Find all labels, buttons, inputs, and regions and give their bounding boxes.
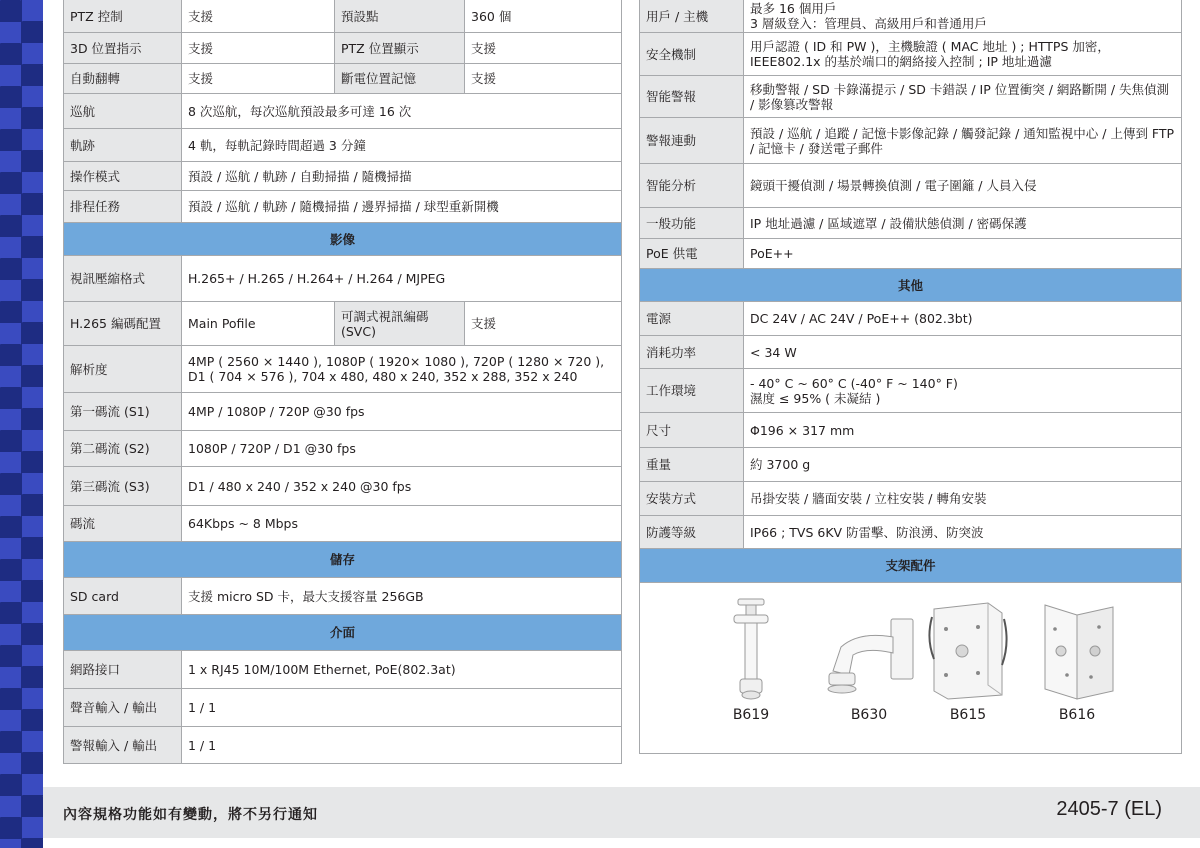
pendant-mount-icon xyxy=(726,597,776,703)
spec-value: 4MP ( 2560 × 1440 ), 1080P ( 1920× 1080 ), 720P ( 1280 × 720 ), D1 ( 704 × 576 ), 704 x 480, 480 x 240, 352 x 288, 352 x 240 xyxy=(182,346,622,393)
spec-value: 預設 / 巡航 / 軌跡 / 隨機掃描 / 邊界掃描 / 球型重新開機 xyxy=(182,191,622,223)
spec-value: - 40° C ~ 60° C (-40° F ~ 140° F) 濕度 ≤ 95% ( 未凝結 ) xyxy=(744,369,1182,413)
table-row xyxy=(640,208,1182,239)
spec-value: 預設 / 巡航 / 追蹤 / 記憶卡影像記錄 / 觸發記錄 / 通知監視中心 / 上傳到 FTP / 記憶卡 / 發送電子郵件 xyxy=(744,118,1182,164)
section-header: 介面 xyxy=(64,615,622,651)
table-row xyxy=(64,651,622,689)
table-row xyxy=(640,369,1182,413)
table-row xyxy=(64,33,622,64)
spec-value: H.265+ / H.265 / H.264+ / H.264 / MJPEG xyxy=(182,256,622,302)
spec-value: 最多 16 個用戶 3 層級登入：管理員、高級用戶和普通用戶 xyxy=(744,0,1182,33)
spec-value: Φ196 × 317 mm xyxy=(744,413,1182,448)
spec-value: 4 軌，每軌記錄時間超過 3 分鐘 xyxy=(182,129,622,162)
spec-label: PoE 供電 xyxy=(640,239,744,269)
footer-bar xyxy=(43,787,1200,838)
corner-mount-icon xyxy=(1037,597,1117,703)
spec-label: 電源 xyxy=(640,302,744,336)
spec-label: 解析度 xyxy=(64,346,182,393)
table-row xyxy=(64,615,622,651)
wall-mount-icon xyxy=(819,597,919,703)
spec-label: PTZ 控制 xyxy=(64,0,182,33)
table-row xyxy=(64,689,622,727)
section-header: 影像 xyxy=(64,223,622,256)
spec-label: 工作環境 xyxy=(640,369,744,413)
table-row xyxy=(64,542,622,578)
spec-label: 視訊壓縮格式 xyxy=(64,256,182,302)
section-header: 儲存 xyxy=(64,542,622,578)
table-row xyxy=(64,302,622,346)
spec-label: 用戶 / 主機 xyxy=(640,0,744,33)
decorative-side-strip xyxy=(0,0,43,848)
spec-label: 第一碼流 (S1) xyxy=(64,393,182,431)
spec-label: 第三碼流 (S3) xyxy=(64,467,182,506)
accessory-gallery xyxy=(640,583,1182,754)
spec-label: 消耗功率 xyxy=(640,336,744,369)
accessory-model: B615 xyxy=(949,707,987,723)
spec-value: 64Kbps ~ 8 Mbps xyxy=(182,506,622,542)
spec-value: 支援 xyxy=(465,302,622,346)
spec-value: 支援 xyxy=(182,0,335,33)
spec-label: 安裝方式 xyxy=(640,482,744,516)
spec-value: 鏡頭干擾偵測 / 場景轉換偵測 / 電子圍籬 / 人員入侵 xyxy=(744,164,1182,208)
spec-table-right xyxy=(639,0,1182,754)
spec-value: 移動警報 / SD 卡錄滿提示 / SD 卡錯誤 / IP 位置衝突 / 網路斷開 / 失焦偵測 / 影像篡改警報 xyxy=(744,76,1182,118)
spec-value: 1 x RJ45 10M/100M Ethernet, PoE(802.3at) xyxy=(182,651,622,689)
table-row xyxy=(64,578,622,615)
spec-value: 1 / 1 xyxy=(182,727,622,764)
spec-label: H.265 編碼配置 xyxy=(64,302,182,346)
spec-value: 支援 micro SD 卡，最大支援容量 256GB xyxy=(182,578,622,615)
table-row xyxy=(64,256,622,302)
spec-value: 4MP / 1080P / 720P @30 fps xyxy=(182,393,622,431)
spec-label: 巡航 xyxy=(64,94,182,129)
spec-label: 碼流 xyxy=(64,506,182,542)
table-row xyxy=(64,191,622,223)
spec-value: 預設 / 巡航 / 軌跡 / 自動掃描 / 隨機掃描 xyxy=(182,162,622,191)
spec-value: 1080P / 720P / D1 @30 fps xyxy=(182,431,622,467)
accessory-item xyxy=(1037,597,1117,724)
spec-label: 操作模式 xyxy=(64,162,182,191)
table-row xyxy=(640,239,1182,269)
table-row xyxy=(640,269,1182,302)
pole-mount-icon xyxy=(928,597,1008,703)
spec-value: 360 個 xyxy=(465,0,622,33)
spec-label: 第二碼流 (S2) xyxy=(64,431,182,467)
footer-notice: 內容規格功能如有變動，將不另行通知 xyxy=(63,807,318,823)
spec-label: 預設點 xyxy=(335,0,465,33)
spec-label: 智能分析 xyxy=(640,164,744,208)
spec-label: 尺寸 xyxy=(640,413,744,448)
spec-value: IP66 ; TVS 6KV 防雷擊、防浪湧、防突波 xyxy=(744,516,1182,549)
table-row xyxy=(640,33,1182,76)
table-row xyxy=(64,129,622,162)
spec-label: 重量 xyxy=(640,448,744,482)
table-row xyxy=(640,549,1182,583)
table-row xyxy=(640,413,1182,448)
table-row xyxy=(64,64,622,94)
spec-value: 8 次巡航，每次巡航預設最多可達 16 次 xyxy=(182,94,622,129)
spec-value: < 34 W xyxy=(744,336,1182,369)
table-row xyxy=(640,302,1182,336)
table-row xyxy=(64,94,622,129)
table-row xyxy=(640,583,1182,754)
spec-value: D1 / 480 x 240 / 352 x 240 @30 fps xyxy=(182,467,622,506)
spec-label: 安全機制 xyxy=(640,33,744,76)
table-row xyxy=(64,223,622,256)
table-row xyxy=(64,0,622,33)
spec-label: 軌跡 xyxy=(64,129,182,162)
spec-value: 支援 xyxy=(465,64,622,94)
table-row xyxy=(64,162,622,191)
spec-value: DC 24V / AC 24V / PoE++ (802.3bt) xyxy=(744,302,1182,336)
spec-label: 可調式視訊編碼 (SVC) xyxy=(335,302,465,346)
accessory-model: B616 xyxy=(1058,707,1096,723)
table-row xyxy=(640,516,1182,549)
table-row xyxy=(640,0,1182,33)
spec-label: PTZ 位置顯示 xyxy=(335,33,465,64)
table-row xyxy=(64,727,622,764)
table-row xyxy=(64,346,622,393)
spec-value: Main Pofile xyxy=(182,302,335,346)
spec-label: SD card xyxy=(64,578,182,615)
spec-table-left xyxy=(63,0,622,764)
table-row xyxy=(64,431,622,467)
table-row xyxy=(640,118,1182,164)
spec-value: 吊掛安裝 / 牆面安裝 / 立柱安裝 / 轉角安裝 xyxy=(744,482,1182,516)
accessory-item xyxy=(726,597,776,724)
accessory-item xyxy=(928,597,1008,724)
spec-value: 約 3700 g xyxy=(744,448,1182,482)
table-row xyxy=(640,76,1182,118)
spec-label: 3D 位置指示 xyxy=(64,33,182,64)
spec-value: 支援 xyxy=(465,33,622,64)
document-code: 2405-7 (EL) xyxy=(1056,798,1162,820)
spec-value: IP 地址過濾 / 區域遮罩 / 設備狀態偵測 / 密碼保護 xyxy=(744,208,1182,239)
table-row xyxy=(640,164,1182,208)
table-row xyxy=(64,506,622,542)
spec-label: 聲音輸入 / 輸出 xyxy=(64,689,182,727)
section-header: 其他 xyxy=(640,269,1182,302)
spec-label: 智能警報 xyxy=(640,76,744,118)
spec-value: 用戶認證 ( ID 和 PW )，主機驗證 ( MAC 地址 ) ; HTTPS 加密，IEEE802.1x 的基於端口的網絡接入控制 ; IP 地址過濾 xyxy=(744,33,1182,76)
spec-value: PoE++ xyxy=(744,239,1182,269)
spec-label: 一般功能 xyxy=(640,208,744,239)
spec-label: 斷電位置記憶 xyxy=(335,64,465,94)
table-row xyxy=(640,482,1182,516)
spec-value: 支援 xyxy=(182,33,335,64)
spec-label: 警報輸入 / 輸出 xyxy=(64,727,182,764)
accessory-item xyxy=(819,597,919,724)
spec-label: 排程任務 xyxy=(64,191,182,223)
spec-label: 警報連動 xyxy=(640,118,744,164)
section-header: 支架配件 xyxy=(640,549,1182,583)
accessory-model: B619 xyxy=(732,707,770,723)
spec-value: 1 / 1 xyxy=(182,689,622,727)
table-row xyxy=(640,448,1182,482)
table-row xyxy=(64,393,622,431)
table-row xyxy=(640,336,1182,369)
spec-value: 支援 xyxy=(182,64,335,94)
table-row xyxy=(64,467,622,506)
spec-label: 防護等級 xyxy=(640,516,744,549)
accessory-model: B630 xyxy=(850,707,888,723)
spec-label: 網路接口 xyxy=(64,651,182,689)
spec-label: 自動翻轉 xyxy=(64,64,182,94)
